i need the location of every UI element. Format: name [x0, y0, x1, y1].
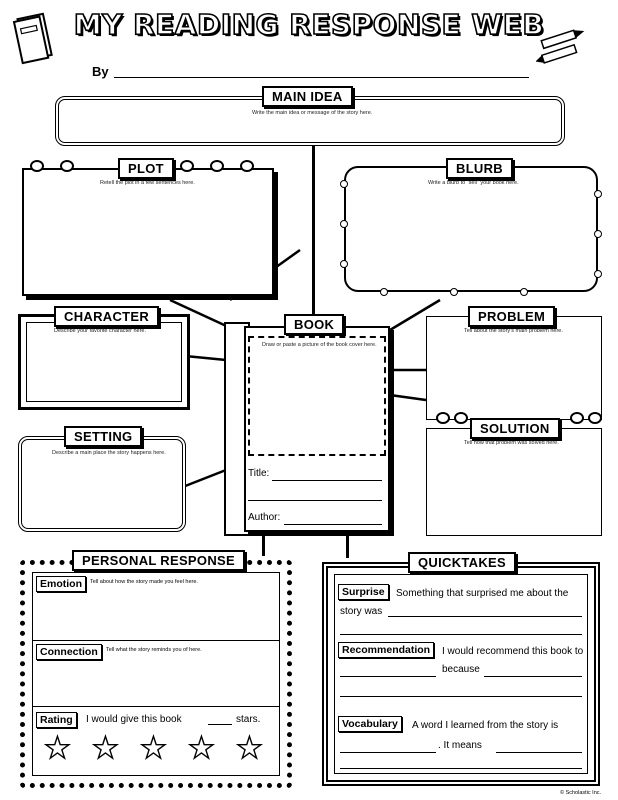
blurb-hint: Write a blurb to "sell" your book here. [428, 180, 519, 186]
spiral-ring [588, 412, 602, 424]
recommendation-input-line-3[interactable] [340, 696, 582, 697]
setting-hint: Describe a main place the story happens here. [52, 450, 166, 456]
surprise-line2: story was [340, 606, 383, 617]
bubble-border [450, 288, 458, 296]
spiral-ring [30, 160, 44, 172]
book-title-line-2[interactable] [248, 500, 382, 501]
book-author-label: Author: [248, 512, 281, 523]
spiral-ring [60, 160, 74, 172]
divider [32, 640, 280, 641]
character-label: CHARACTER [54, 306, 159, 327]
connection-label: Connection [36, 644, 102, 660]
spiral-ring [570, 412, 584, 424]
star-icon[interactable]: ★ [188, 732, 215, 765]
solution-label: SOLUTION [470, 418, 560, 439]
main-idea-hint: Write the main idea or message of the story here. [252, 110, 373, 116]
quicktakes-label: QUICKTAKES [408, 552, 516, 573]
vocabulary-label: Vocabulary [338, 716, 402, 732]
problem-label: PROBLEM [468, 306, 555, 327]
book-title-line[interactable] [272, 480, 382, 481]
plot-box[interactable] [22, 168, 274, 296]
vocabulary-line2: . It means [438, 740, 482, 751]
star-icon[interactable]: ★ [140, 732, 167, 765]
spiral-ring [210, 160, 224, 172]
connection-hint: Tell what the story reminds you of here. [106, 647, 202, 653]
emotion-hint: Tell about how the story made you feel here. [90, 579, 198, 585]
rating-text-after: stars. [236, 714, 261, 725]
bubble-border [380, 288, 388, 296]
book-hint: Draw or paste a picture of the book cover here. [262, 342, 377, 348]
emotion-label: Emotion [36, 576, 86, 592]
recommendation-input-line-2[interactable] [484, 676, 582, 677]
bubble-border [520, 288, 528, 296]
book-title-label: Title: [248, 468, 270, 479]
recommendation-line2: because [442, 664, 480, 675]
surprise-input-line-2[interactable] [340, 634, 582, 635]
solution-hint: Tell how that problem was solved here. [464, 440, 559, 446]
recommendation-input-line[interactable] [340, 676, 436, 677]
book-label: BOOK [284, 314, 344, 335]
problem-hint: Tell about the story's main problem here. [464, 328, 563, 334]
bubble-border [340, 220, 348, 228]
bubble-border [340, 260, 348, 268]
vocabulary-input-line-2[interactable] [496, 752, 582, 753]
plot-label: PLOT [118, 158, 174, 179]
plot-hint: Retell the plot in a few sentences here. [100, 180, 195, 186]
spiral-ring [436, 412, 450, 424]
star-icon[interactable]: ★ [92, 732, 119, 765]
personal-response-label: PERSONAL RESPONSE [72, 550, 245, 571]
vocabulary-line1: A word I learned from the story is [412, 720, 559, 731]
surprise-input-line[interactable] [388, 616, 582, 617]
character-hint: Describe your favorite character here. [54, 328, 147, 334]
vocabulary-input-line-3[interactable] [340, 768, 582, 769]
surprise-label: Surprise [338, 584, 389, 600]
page-title: MY READING RESPONSE WEB [73, 8, 545, 41]
book-cover-drawing-area[interactable] [248, 336, 386, 456]
star-icon[interactable]: ★ [44, 732, 71, 765]
bubble-border [340, 180, 348, 188]
bubble-border [594, 270, 602, 278]
spiral-ring [180, 160, 194, 172]
bubble-border [594, 190, 602, 198]
surprise-line1: Something that surprised me about the [396, 588, 569, 599]
book-author-line[interactable] [284, 524, 382, 525]
divider [32, 706, 280, 707]
main-idea-label: MAIN IDEA [262, 86, 353, 107]
vocabulary-input-line[interactable] [340, 752, 436, 753]
spiral-ring [240, 160, 254, 172]
bubble-border [594, 230, 602, 238]
recommendation-line1: I would recommend this book to [442, 646, 584, 657]
spiral-ring [454, 412, 468, 424]
star-icon[interactable]: ★ [236, 732, 263, 765]
by-label: By [92, 64, 109, 79]
rating-text-before: I would give this book [86, 714, 182, 725]
setting-label: SETTING [64, 426, 142, 447]
recommendation-label: Recommendation [338, 642, 434, 658]
blurb-label: BLURB [446, 158, 513, 179]
rating-input-line[interactable] [208, 724, 232, 725]
copyright: © Scholastic Inc. [560, 790, 602, 796]
character-inner-frame [26, 322, 182, 402]
rating-label: Rating [36, 712, 77, 728]
